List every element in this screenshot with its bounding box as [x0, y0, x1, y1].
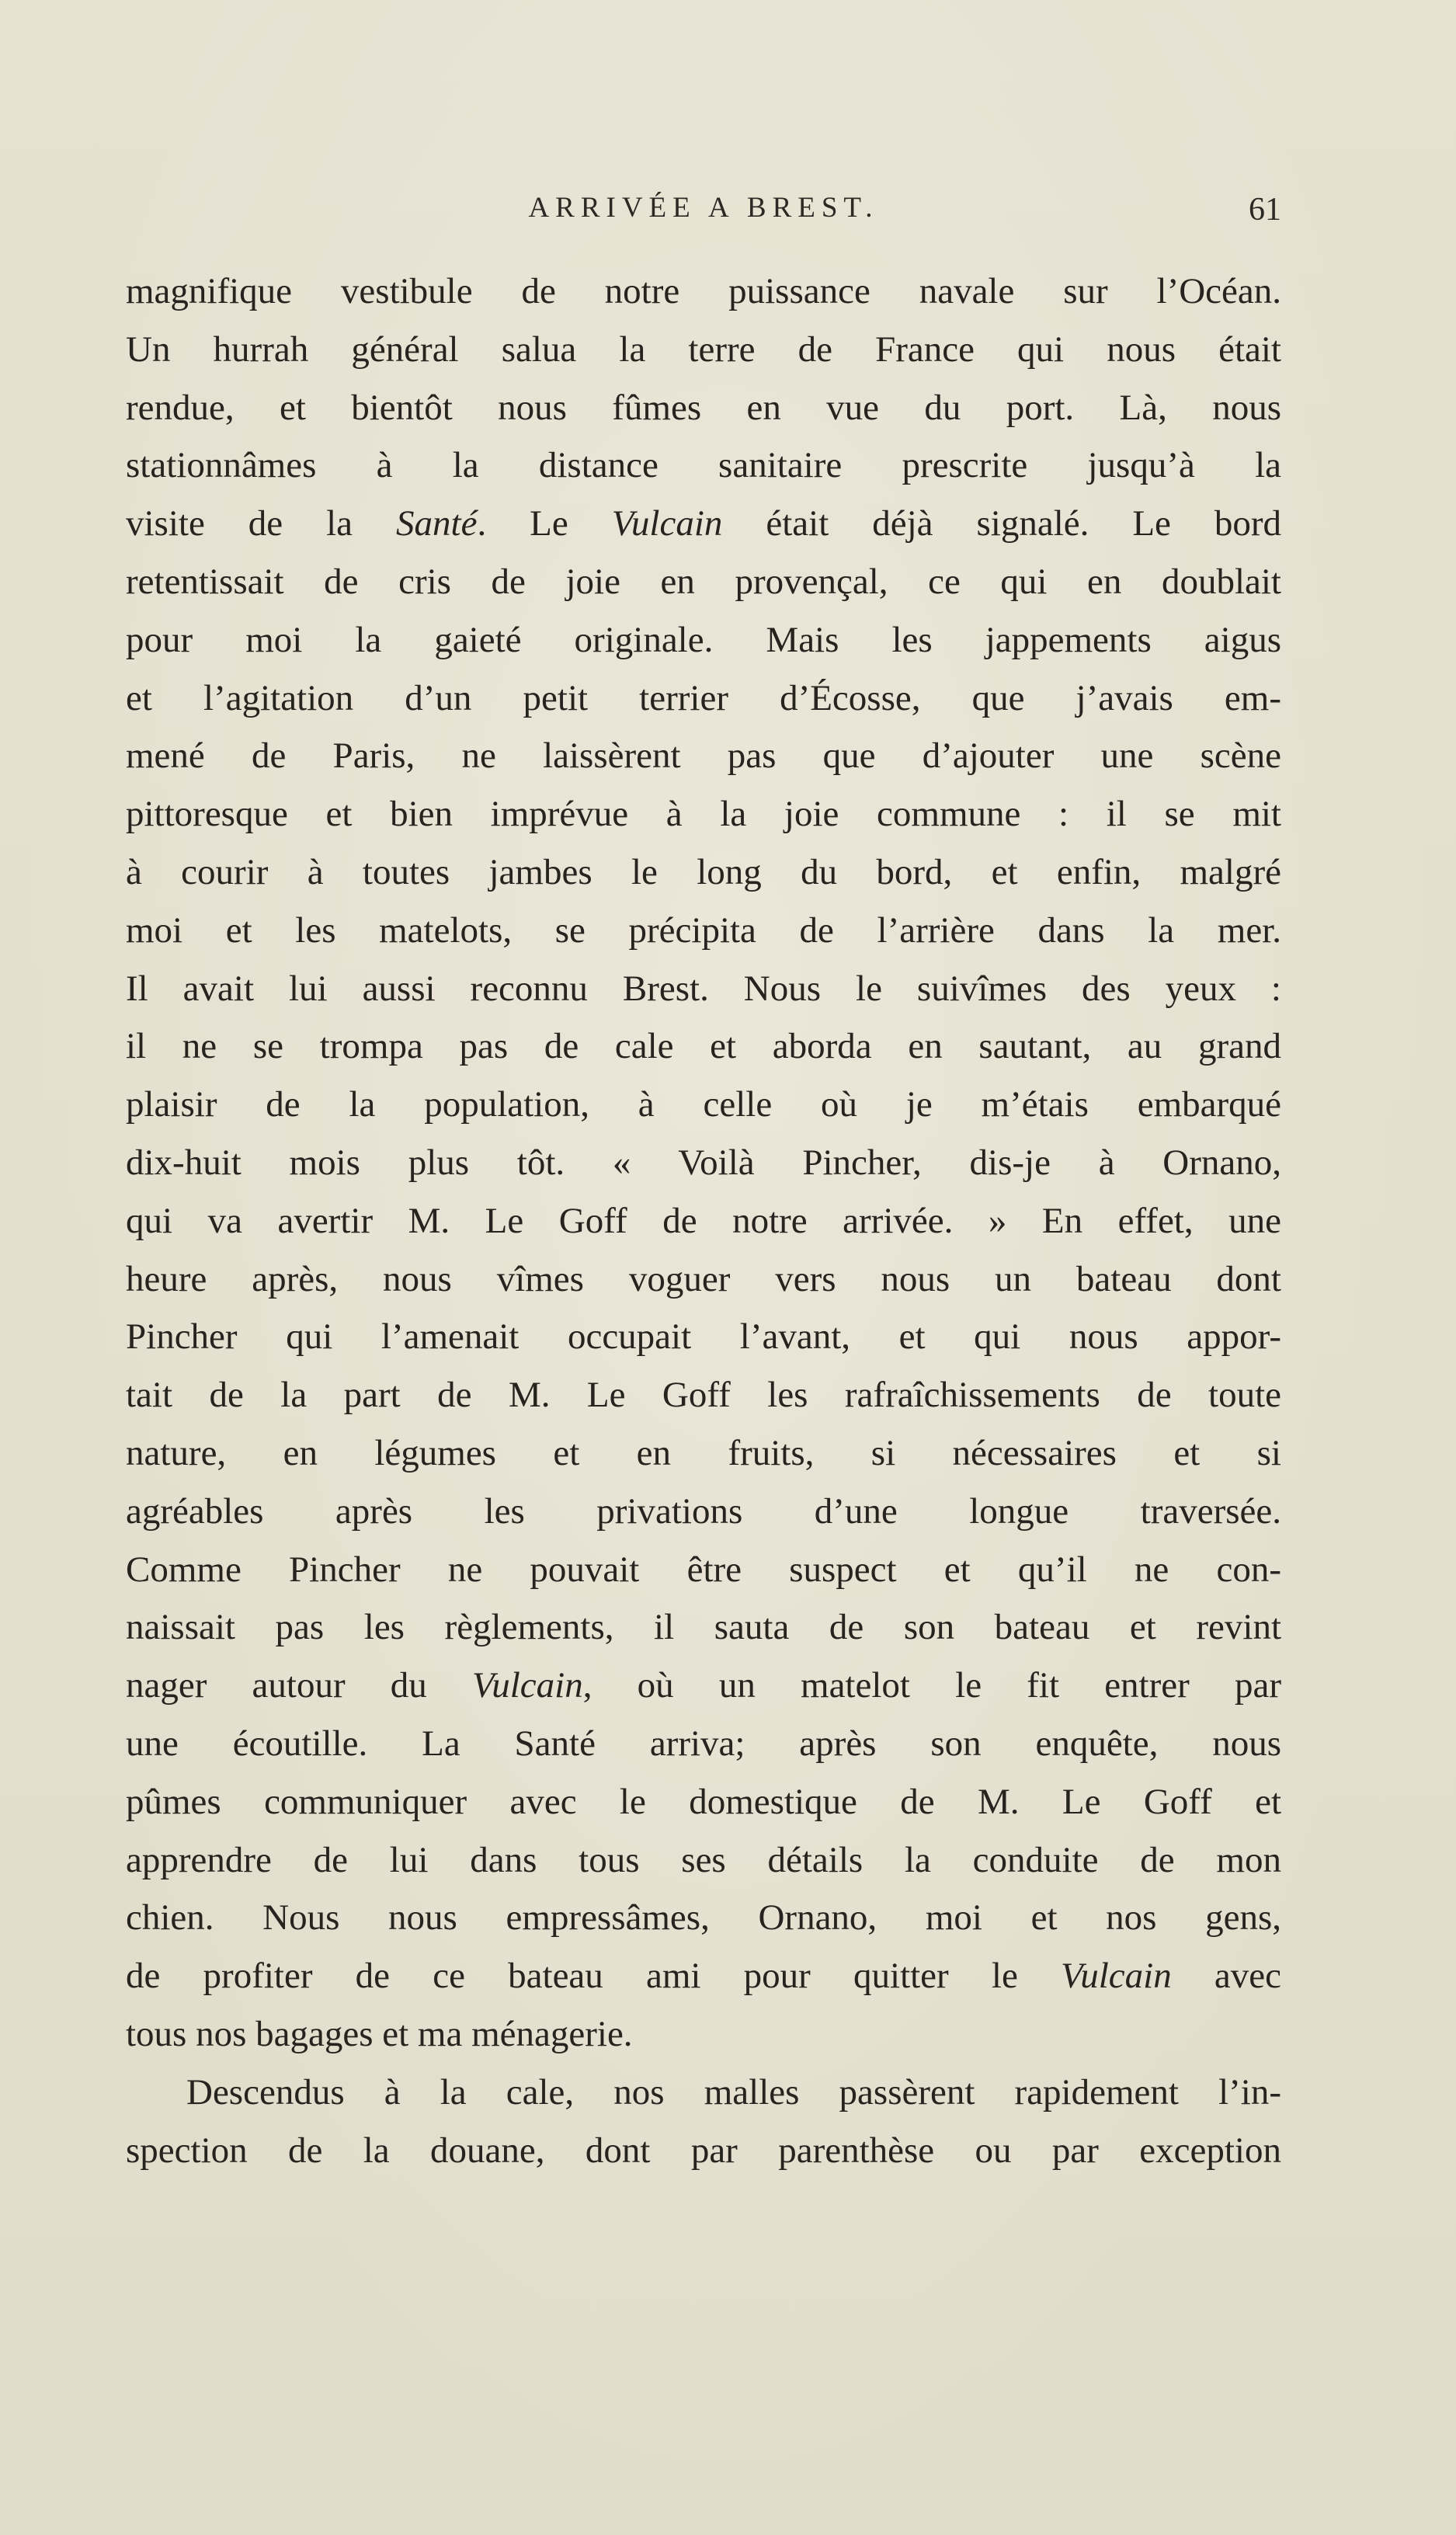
- text-line: [126, 1424, 1281, 1483]
- text-line: [126, 1889, 1281, 1947]
- text-line: [126, 1947, 1281, 2005]
- text-segment: il ne se trompa pas de cale et aborda en sautant, au grand: [126, 1026, 1281, 1067]
- text-segment: de profiter de ce bateau ami pour quitter le: [126, 1956, 1062, 1997]
- text-segment: tous nos bagages et ma ménagerie.: [126, 2013, 633, 2054]
- text-line: [126, 727, 1281, 785]
- text-line: [126, 1657, 1281, 1715]
- text-line: [126, 1715, 1281, 1773]
- text-segment: moi et les matelots, se précipita de l’arrière dans la mer.: [126, 909, 1281, 951]
- text-line: [126, 436, 1281, 495]
- text-segment: , où un matelot le fit entrer par: [582, 1665, 1281, 1706]
- text-segment: nature, en légumes et en fruits, si nécessaires et si: [126, 1432, 1281, 1473]
- text-line: [126, 2064, 1281, 2122]
- text-line: [126, 1250, 1281, 1309]
- text-line: [126, 1366, 1281, 1424]
- text-segment: pour moi la gaieté originale. Mais les jappements aigus: [126, 619, 1281, 660]
- text-line: [126, 263, 1281, 321]
- text-segment: agréables après les privations d’une longue traversée.: [126, 1490, 1281, 1532]
- text-segment: naissait pas les règlements, il sauta de son bateau et revint: [126, 1607, 1281, 1648]
- text-segment: Comme Pincher ne pouvait être suspect et qu’il ne con-: [126, 1549, 1281, 1590]
- text-line: [126, 1192, 1281, 1250]
- text-segment: chien. Nous nous empressâmes, Ornano, moi et nos gens,: [126, 1897, 1281, 1939]
- italic-text: Vulcain: [472, 1665, 583, 1706]
- text-line: [126, 1017, 1281, 1076]
- text-segment: plaisir de la population, à celle où je m’étais embarqué: [126, 1084, 1281, 1125]
- text-line: [126, 669, 1281, 728]
- text-line: [126, 379, 1281, 437]
- text-segment: Pincher qui l’amenait occupait l’avant, et qui nous appor-: [126, 1316, 1281, 1358]
- text-segment: tait de la part de M. Le Goff les rafraîchissements de toute: [126, 1375, 1281, 1416]
- text-segment: pittoresque et bien imprévue à la joie commune : il se mit: [126, 794, 1281, 835]
- text-segment: qui va avertir M. Le Goff de notre arrivée. » En effet, une: [126, 1200, 1281, 1241]
- text-line: [126, 1598, 1281, 1657]
- text-segment: nager autour du: [126, 1665, 472, 1706]
- text-line: [126, 1308, 1281, 1366]
- text-line: [126, 1076, 1281, 1134]
- text-segment: heure après, nous vîmes voguer vers nous un bateau dont: [126, 1258, 1281, 1299]
- text-segment: mené de Paris, ne laissèrent pas que d’ajouter une scène: [126, 735, 1281, 777]
- text-line: [126, 2005, 1281, 2064]
- text-segment: et l’agitation d’un petit terrier d’Écosse, que j’avais em-: [126, 677, 1281, 718]
- page-number: 61: [1249, 192, 1281, 228]
- text-segment: pûmes communiquer avec le domestique de M. Le Goff et: [126, 1781, 1281, 1822]
- text-segment: avec: [1171, 1956, 1281, 1997]
- text-segment: . Le: [477, 503, 612, 544]
- text-line: [126, 843, 1281, 902]
- italic-text: Vulcain: [1061, 1956, 1172, 1997]
- text-line: [126, 1134, 1281, 1192]
- text-line: [126, 553, 1281, 611]
- text-segment: dix-huit mois plus tôt. « Voilà Pincher, dis-je à Ornano,: [126, 1142, 1281, 1183]
- text-line: [126, 1541, 1281, 1599]
- text-segment: Un hurrah général salua la terre de France qui nous était: [126, 329, 1281, 370]
- text-segment: magnifique vestibule de notre puissance navale sur l’Océan.: [126, 271, 1281, 311]
- text-segment: retentissait de cris de joie en provençal, ce qui en doublait: [126, 561, 1281, 602]
- running-title: ARRIVÉE A BREST.: [528, 192, 879, 224]
- text-line: [126, 1773, 1281, 1831]
- text-segment: une écoutille. La Santé arriva; après son enquête, nous: [126, 1723, 1281, 1764]
- text-line: [126, 785, 1281, 843]
- text-line: [126, 611, 1281, 669]
- text-line: [126, 902, 1281, 960]
- text-segment: stationnâmes à la distance sanitaire prescrite jusqu’à la: [126, 445, 1281, 486]
- italic-text: Vulcain: [611, 503, 723, 544]
- running-head: [126, 191, 1281, 238]
- text-line: [126, 321, 1281, 379]
- text-segment: à courir à toutes jambes le long du bord, et enfin, malgré: [126, 851, 1281, 892]
- text-line: [126, 2122, 1281, 2180]
- text-line: [126, 960, 1281, 1018]
- body-text: [126, 263, 1281, 2179]
- text-line: [126, 495, 1281, 553]
- text-line: [126, 1483, 1281, 1541]
- text-segment: Il avait lui aussi reconnu Brest. Nous le suivîmes des yeux :: [126, 968, 1281, 1009]
- text-segment: était déjà signalé. Le bord: [722, 503, 1282, 544]
- text-segment: apprendre de lui dans tous ses détails la conduite de mon: [126, 1839, 1281, 1880]
- text-segment: Descendus à la cale, nos malles passèrent rapidement l’in-: [186, 2071, 1281, 2112]
- text-segment: rendue, et bientôt nous fûmes en vue du port. Là, nous: [126, 387, 1281, 428]
- text-line: [126, 1831, 1281, 1890]
- text-segment: spection de la douane, dont par parenthèse ou par exception: [126, 2130, 1281, 2171]
- italic-text: Santé: [396, 503, 478, 544]
- text-segment: visite de la: [126, 503, 397, 544]
